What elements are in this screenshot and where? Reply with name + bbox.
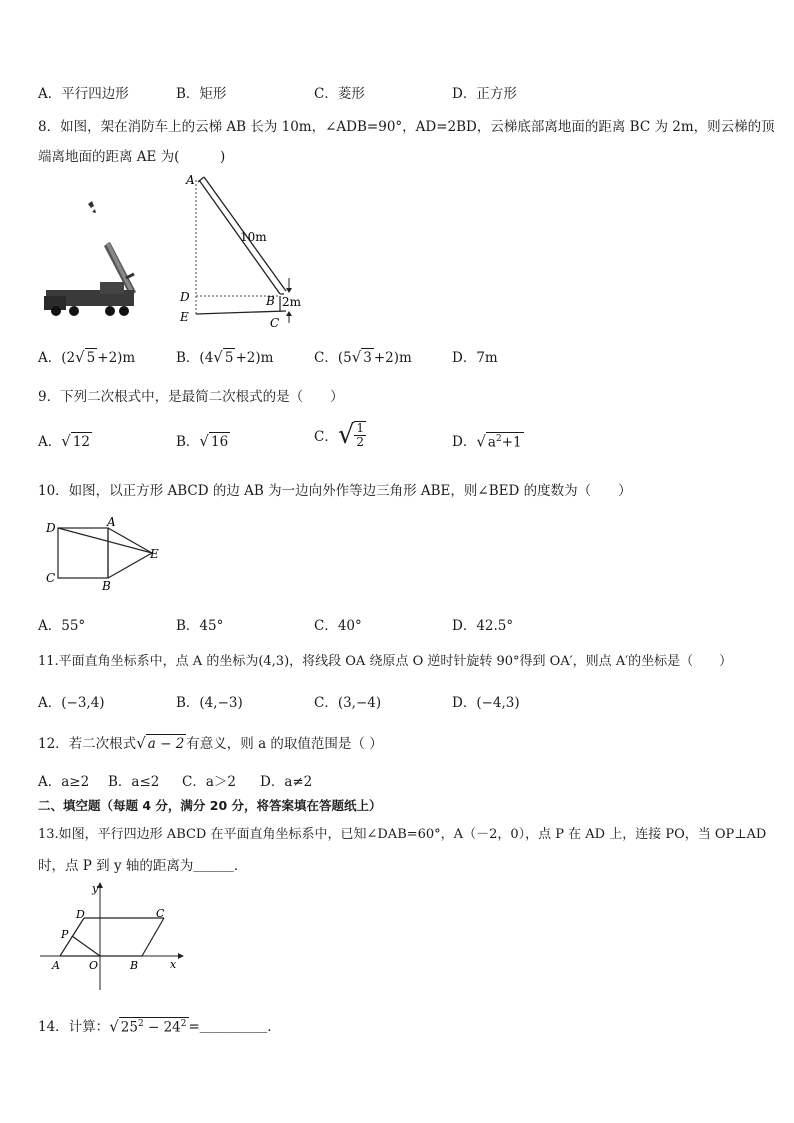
q10-label-c: C bbox=[46, 571, 56, 585]
q8-option-a: A．(2√ 5 +2)m bbox=[38, 348, 136, 366]
q8-option-b: B．(4√ 5 +2)m bbox=[176, 348, 274, 366]
section-fill-in-header: 二、填空题（每题 4 分，满分 20 分，将答案填在答题纸上） bbox=[38, 798, 382, 813]
q11-option-c: C．(3,−4) bbox=[314, 695, 382, 711]
q8-label-c: C bbox=[270, 316, 280, 330]
q10-label-a: A bbox=[107, 515, 116, 529]
q10-label-b: B bbox=[102, 579, 111, 593]
q9-option-b: B．√ 16 bbox=[176, 432, 229, 450]
q11-stem: 11.平面直角坐标系中，点 A 的坐标为(4,3)，将线段 OA 绕原点 O 逆时针旋转 90°得到 OA′，则点 A′的坐标是（ ） bbox=[38, 654, 733, 669]
q13-coordinate-diagram bbox=[38, 880, 188, 992]
q8-stem-line1: 8．如图，架在消防车上的云梯 AB 长为 10m，∠ADB=90°，AD=2BD，云梯底部离地面的距离 BC 为 2m，则云梯的顶 bbox=[38, 119, 775, 135]
q8-label-a: A bbox=[186, 173, 195, 187]
q10-stem: 10．如图，以正方形 ABCD 的边 AB 为一边向外作等边三角形 ABE，则∠BED 的度数为（ ） bbox=[38, 483, 632, 499]
q10-label-d: D bbox=[46, 521, 56, 535]
q12-stem: 12．若二次根式√ a − 2 有意义，则 a 的取值范围是（ ） bbox=[38, 734, 383, 752]
q13-label-a: A bbox=[52, 959, 60, 972]
q12-option-a: A．a≥2 bbox=[38, 774, 90, 790]
q9-option-a: A．√ 12 bbox=[38, 432, 90, 450]
q13-label-x: x bbox=[170, 958, 177, 971]
q13-stem-line1: 13.如图，平行四边形 ABCD 在平面直角坐标系中，已知∠DAB=60°，A（－2，0），点 P 在 AD 上，连接 PO，当 OP⊥AD bbox=[38, 827, 767, 842]
q10-label-e: E bbox=[150, 547, 159, 561]
q9-stem: 9．下列二次根式中，是最简二次根式的是（ ） bbox=[38, 389, 344, 405]
q11-option-a: A．(−3,4) bbox=[38, 695, 105, 711]
q11-option-b: B．(4,−3) bbox=[176, 695, 243, 711]
q10-option-c: C．40° bbox=[314, 618, 362, 634]
q12-option-d: D．a≠2 bbox=[260, 774, 313, 790]
q8-label-b: B bbox=[266, 294, 275, 308]
q13-label-o: O bbox=[89, 959, 99, 972]
q14-stem: 14．计算：√ $25^2 - 24^2$ =＿＿＿＿＿． bbox=[38, 1017, 281, 1035]
q13-label-y: y bbox=[92, 882, 99, 895]
q8-option-c: C．(5√ 3 +2)m bbox=[314, 348, 412, 366]
q13-label-d: D bbox=[76, 908, 85, 921]
q13-stem-line2: 时，点 P 到 y 轴的距离为＿＿＿． bbox=[38, 858, 248, 874]
q10-option-a: A．55° bbox=[38, 618, 86, 634]
q8-label-d: D bbox=[180, 290, 190, 304]
q8-option-d: D．7m bbox=[452, 350, 498, 366]
q10-option-b: B．45° bbox=[176, 618, 224, 634]
q10-option-d: D．42.5° bbox=[452, 618, 514, 634]
q7-option-b: B．矩形 bbox=[176, 86, 227, 102]
fire-truck-image bbox=[40, 198, 140, 323]
q9-option-c: C．√ $\frac{1}{2}$ bbox=[314, 420, 365, 450]
q13-label-c: C bbox=[156, 907, 165, 920]
q8-label-e: E bbox=[180, 310, 189, 324]
q10-square-triangle-diagram bbox=[40, 512, 170, 594]
q7-option-c: C．菱形 bbox=[314, 86, 365, 102]
q12-option-c: C．a＞2 bbox=[182, 774, 236, 790]
q8-label-height: 2m bbox=[282, 295, 302, 309]
q11-option-d: D．(−4,3) bbox=[452, 695, 520, 711]
q9-option-d: D．√ $a^2+1$ bbox=[452, 432, 522, 450]
q7-option-a: A．平行四边形 bbox=[38, 86, 129, 102]
q7-option-d: D．正方形 bbox=[452, 86, 517, 102]
q8-stem-line2: 端离地面的距离 AE 为( ) bbox=[38, 149, 226, 165]
q13-label-b: B bbox=[130, 959, 139, 972]
q12-option-b: B．a≤2 bbox=[108, 774, 160, 790]
q13-label-p: P bbox=[61, 928, 69, 941]
q8-label-length: 10m bbox=[240, 230, 267, 244]
q8-ladder-diagram bbox=[172, 168, 307, 333]
